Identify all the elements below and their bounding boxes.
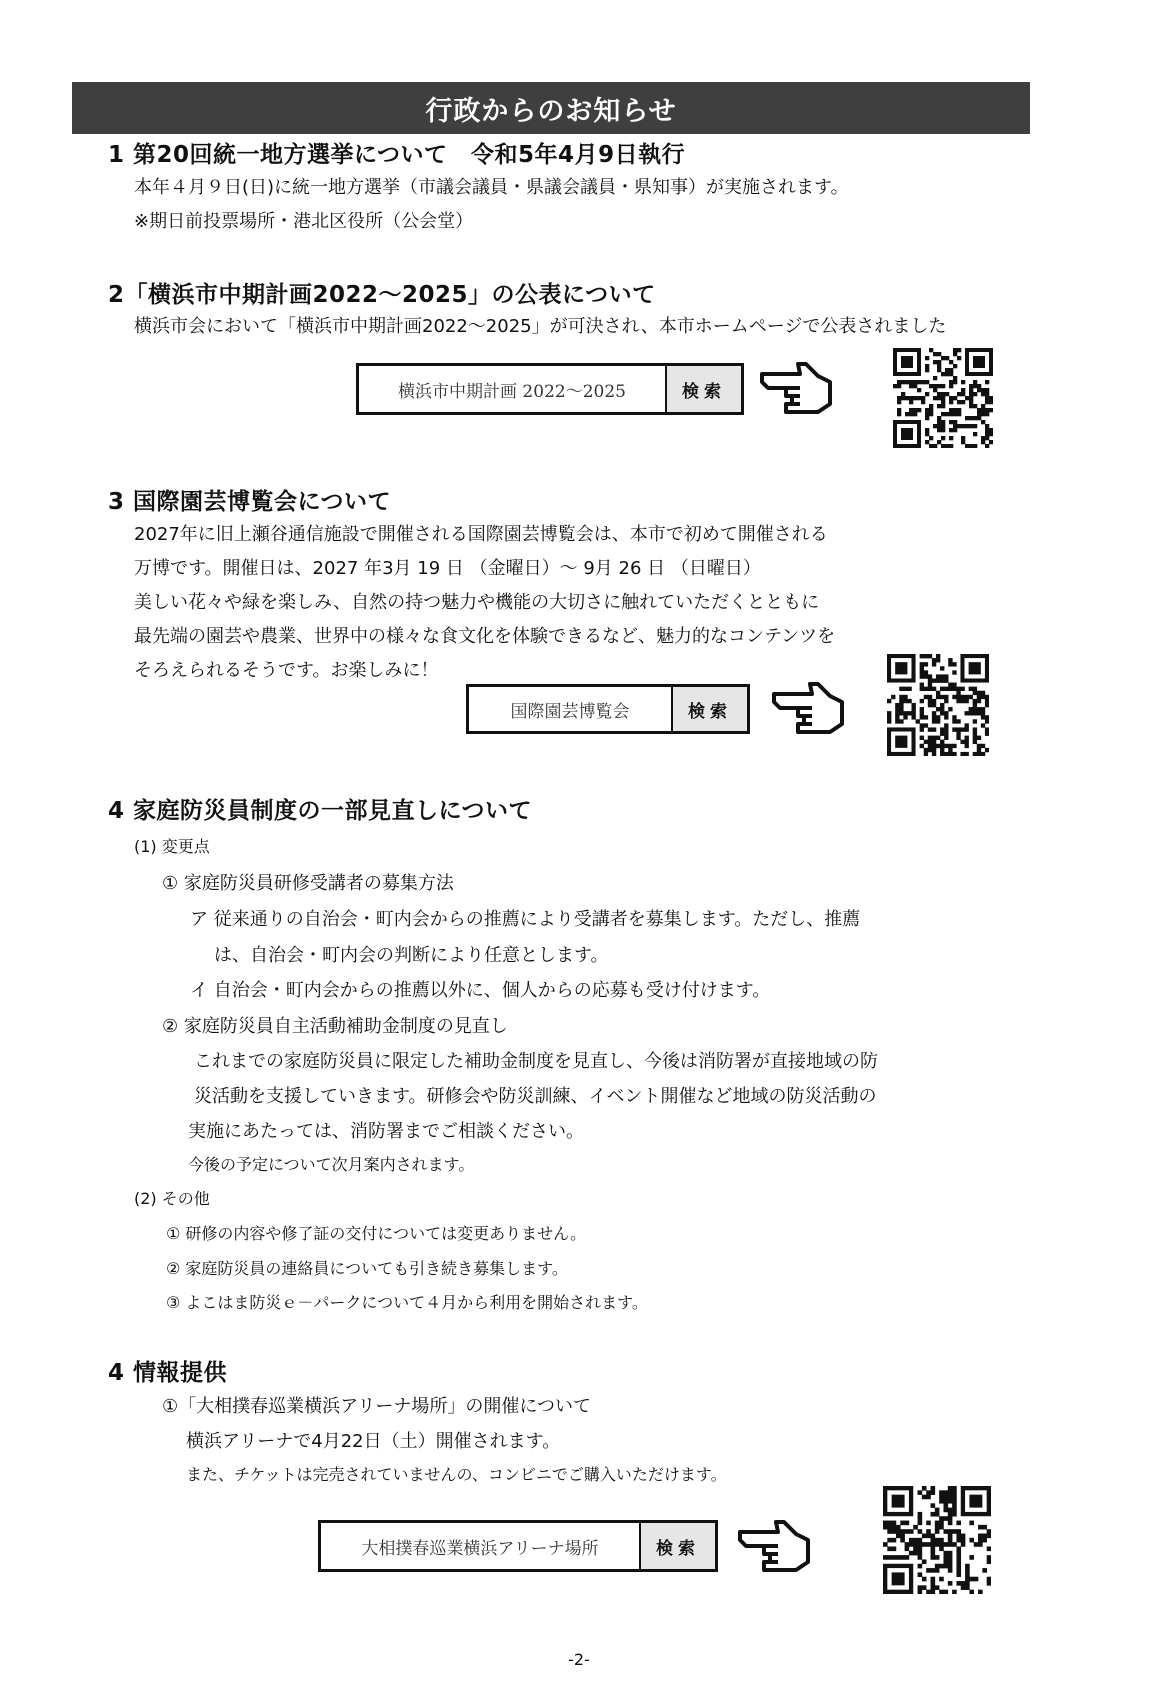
section-5-line-3: また、チケットは完売されていませんの、コンビニでご購入いただけます。 [186, 1465, 727, 1484]
section-1-line-2: ※期日前投票場所・港北区役所（公会堂） [134, 211, 474, 232]
section-4-item-1-a-line-1: ア 従来通りの自治会・町内会からの推薦により受講者を募集します。ただし、推薦 [190, 909, 861, 930]
section-4-item-2-line-4: 今後の予定について次月案内されます。 [188, 1155, 475, 1174]
section-3-line-1: 2027年に旧上瀬谷通信施設で開催される国際園芸博覧会は、本市で初めて開催される [134, 524, 828, 545]
search-query-text[interactable]: 大相撲春巡業横浜アリーナ場所 [321, 1523, 641, 1569]
pointing-hand-icon [760, 360, 834, 416]
section-4-sub-2: (2) その他 [134, 1189, 210, 1208]
qr-code-icon [893, 348, 993, 448]
pointing-hand-icon [738, 1518, 812, 1574]
section-3-line-3: 美しい花々や緑を楽しみ、自然の持つ魅力や機能の大切さに触れていただくとともに [134, 592, 820, 613]
section-1-heading: 1 第20回統一地方選挙について 令和5年4月9日執行 [108, 142, 686, 168]
section-4-other-3: ③ よこはま防災ｅ－パークについて４月から利用を開始されます。 [166, 1293, 648, 1312]
section-4-item-1-a-line-2: は、自治会・町内会の判断により任意とします。 [214, 945, 609, 966]
banner-title: 行政からのお知らせ [425, 95, 677, 127]
search-box-sumo-tour [318, 1520, 718, 1572]
section-3-heading: 3 国際園芸博覧会について [108, 489, 392, 515]
search-button[interactable]: 検索 [673, 687, 747, 731]
section-3-line-5: そろえられるそうです。お楽しみに！ [134, 660, 439, 681]
search-button[interactable]: 検索 [641, 1523, 715, 1569]
search-button[interactable]: 検索 [667, 366, 741, 412]
section-4-item-1-title: ① 家庭防災員研修受講者の募集方法 [162, 873, 454, 894]
section-4-heading: 4 家庭防災員制度の一部見直しについて [108, 798, 533, 824]
qr-code-icon [887, 654, 989, 756]
notice-banner [72, 82, 1030, 134]
section-2-heading: 2「横浜市中期計画2022～2025」の公表について [108, 282, 656, 308]
search-box-midterm-plan [356, 363, 744, 415]
section-3-line-4: 最先端の園芸や農業、世界中の様々な食文化を体験できるなど、魅力的なコンテンツを [134, 626, 836, 647]
section-4-other-1: ① 研修の内容や修了証の交付については変更ありません。 [166, 1224, 587, 1243]
section-2-line-1: 横浜市会において「横浜市中期計画2022～2025」が可決され、本市ホームページで公表されました [134, 316, 947, 337]
search-box-horticultural-expo [466, 684, 750, 734]
section-3-line-2: 万博です。開催日は、2027 年3月 19 日 （金曜日）～ 9月 26 日 （日曜日） [134, 558, 761, 579]
section-4-item-2-line-2: 災活動を支援していきます。研修会や防災訓練、イベント開催など地域の防災活動の [194, 1086, 877, 1107]
section-4-item-2-line-3: 実施にあたっては、消防署までご相談ください。 [188, 1121, 584, 1142]
section-5-line-2: 横浜アリーナで4月22日（土）開催されます。 [186, 1431, 561, 1452]
section-4-item-1-b: イ 自治会・町内会からの推薦以外に、個人からの応募も受け付けます。 [190, 980, 771, 1001]
search-query-text[interactable]: 横浜市中期計画 2022～2025 [359, 366, 667, 412]
section-5-line-1: ①「大相撲春巡業横浜アリーナ場所」の開催について [162, 1396, 592, 1417]
qr-code-icon [883, 1486, 991, 1594]
section-5-heading: 4 情報提供 [108, 1360, 228, 1386]
pointing-hand-icon [772, 680, 846, 736]
section-4-item-2-line-1: これまでの家庭防災員に限定した補助金制度を見直し、今後は消防署が直接地域の防 [194, 1051, 878, 1072]
section-1-line-1: 本年４月９日(日)に統一地方選挙（市議会議員・県議会議員・県知事）が実施されます。 [134, 177, 849, 198]
section-4-other-2: ② 家庭防災員の連絡員についても引き続き募集します。 [166, 1259, 568, 1278]
section-4-sub-1: (1) 変更点 [134, 837, 210, 856]
section-4-item-2-title: ② 家庭防災員自主活動補助金制度の見直し [162, 1016, 508, 1037]
page-number: -2- [568, 1650, 590, 1669]
search-query-text[interactable]: 国際園芸博覧会 [469, 687, 673, 731]
